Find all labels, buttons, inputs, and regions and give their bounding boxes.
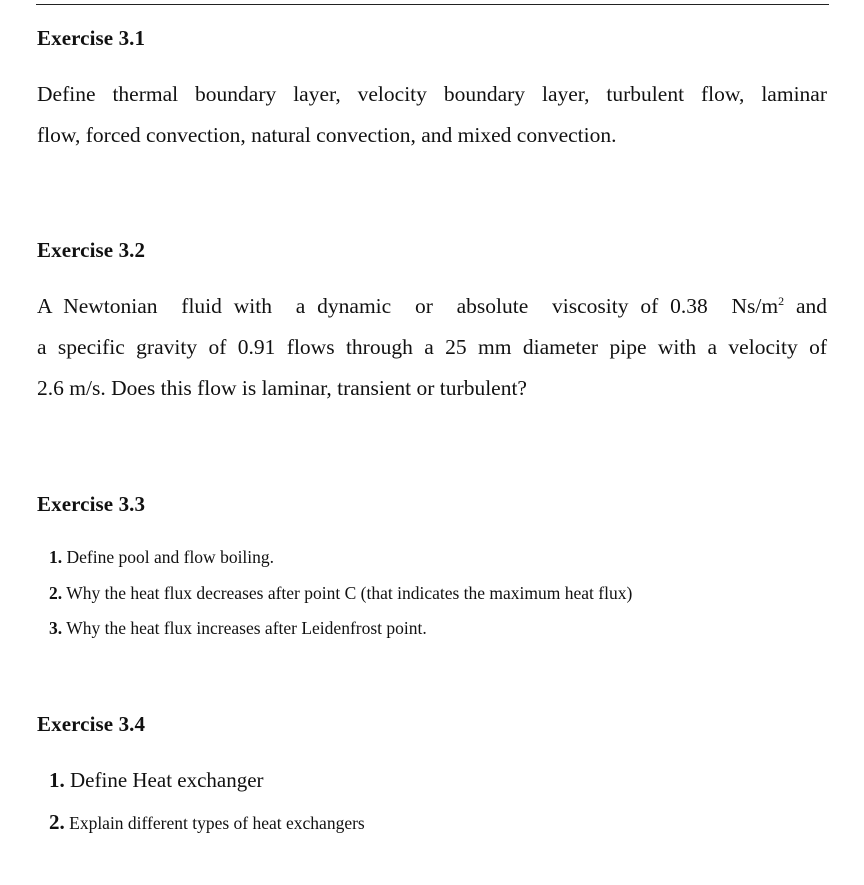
list-item-text: Define Heat exchanger <box>70 768 264 792</box>
list-item-text: Explain different types of heat exchangers <box>69 813 365 833</box>
list-item-text: Why the heat flux decreases after point C (that indicates the maximum heat flux) <box>66 582 633 603</box>
list-item-number: 2. <box>49 582 63 603</box>
exercise-3-1-title: Exercise 3.1 <box>37 26 146 50</box>
exercise-3-3-list <box>49 540 632 647</box>
exercise-3-4-list <box>49 759 365 844</box>
exercise-3-2-line-1-main: A Newtonian fluid with a dynamic or absolute viscosity of 0.38 Ns/m <box>37 294 779 318</box>
list-item-text: Why the heat flux increases after Leidenfrost point. <box>66 618 427 638</box>
list-item <box>49 759 365 801</box>
list-item-number: 1. <box>49 768 65 792</box>
exercise-3-3-title: Exercise 3.3 <box>37 492 146 516</box>
exercise-3-2-line-1 <box>37 286 827 327</box>
list-item-text: Define pool and flow boiling. <box>66 547 275 567</box>
exercise-3-1-line-1: Define thermal boundary layer, velocity boundary layer, turbulent flow, laminar <box>37 82 827 106</box>
exercise-3-2-line-2: a specific gravity of 0.91 flows through a 25 mm diameter pipe with a velocity of <box>37 335 827 359</box>
exercise-3-1-text <box>37 74 827 156</box>
list-item-number: 3. <box>49 618 63 638</box>
top-rule <box>36 4 829 5</box>
list-item <box>49 576 632 612</box>
list-item <box>49 801 365 844</box>
list-item-number: 1. <box>49 547 63 567</box>
exercise-3-1-line-2: flow, forced convection, natural convection, and mixed convection. <box>37 123 617 147</box>
exercise-3-2-title: Exercise 3.2 <box>37 238 146 262</box>
list-item <box>49 540 632 576</box>
list-item <box>49 611 632 647</box>
exercise-3-4-title: Exercise 3.4 <box>37 712 146 736</box>
exercise-3-2-line-3: 2.6 m/s. Does this flow is laminar, transient or turbulent? <box>37 376 527 400</box>
list-item-number: 2. <box>49 810 65 834</box>
exercise-3-2-superscript: 2 <box>778 294 785 308</box>
exercise-3-2-text <box>37 286 827 409</box>
exercise-3-2-line-1-end: and <box>784 294 827 318</box>
